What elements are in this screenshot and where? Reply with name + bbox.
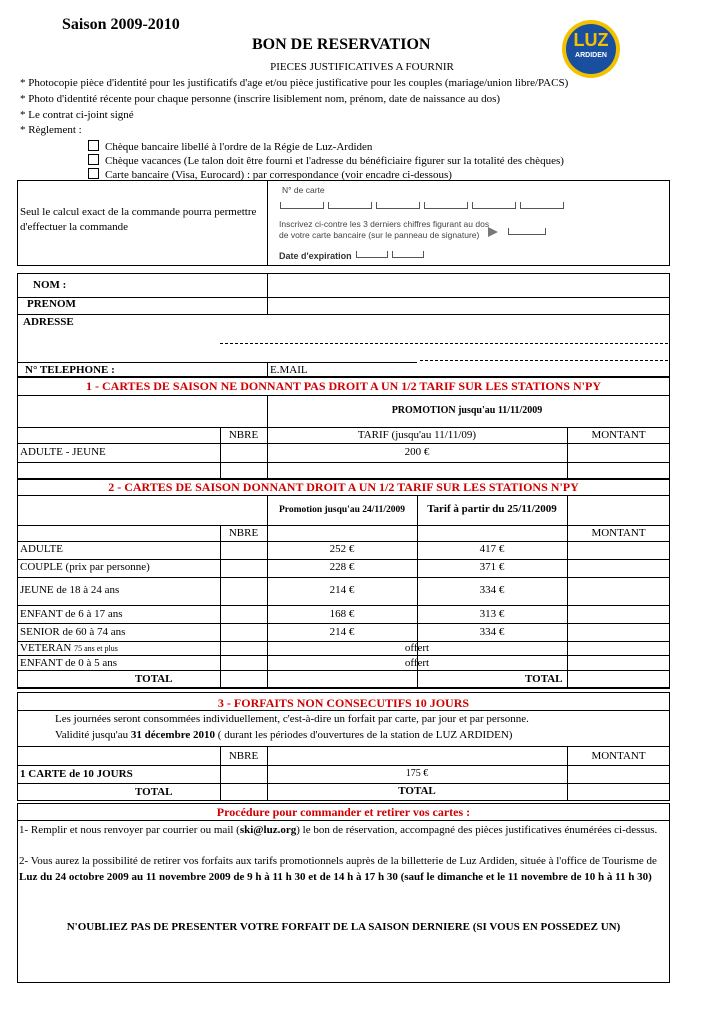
payment-option-cheque-vacances[interactable]: Chèque vacances (Le talon doit être fourni et l'adresse du bénéficiaire figurer sur la totalité des chèques) (88, 154, 564, 167)
section3-total-right: TOTAL (398, 785, 436, 797)
piece-item-4: * Règlement : (20, 124, 82, 136)
piece-item-2: * Photo d'identité récente pour chaque personne (inscrire lisiblement nom, prénom, date de naissance au dos) (20, 93, 501, 105)
section3-line2: Validité jusqu'au 31 décembre 2010 ( durant les périodes d'ouvertures de la station de LUZ ARDIDEN) (55, 729, 513, 741)
row-label: ADULTE (20, 543, 63, 555)
section1-montant-header: MONTANT (591, 429, 646, 441)
section2-tarif: Tarif à partir du 25/11/2009 (427, 503, 557, 515)
section2-row-enfant-0-5: ENFANT de 0 à 5 ans (20, 657, 118, 669)
season-label: Saison 2009-2010 (62, 16, 180, 33)
row-promo-price: 214 € (329, 584, 355, 596)
procedure-step-2: 2- Vous aurez la possibilité de retirer vos forfaits aux tarifs promotionnels auprès de la billetterie de Luz Ardiden, située à l'office de Tourisme de Luz du 24 octobre 2009 au 11 novembre 2009 de 9 h à 11 h 30 et de 14 h à 17 h 30 (sauf le dimanche et le 11 novembre de 10 h à 11 h 30) (19, 855, 657, 883)
row-label: SENIOR de 60 à 74 ans (20, 626, 126, 638)
pieces-heading: PIECES JUSTIFICATIVES A FOURNIR (270, 61, 454, 73)
row-promo-price: 168 € (329, 608, 355, 620)
row-tarif-price: 417 € (479, 543, 505, 555)
row-tarif-price: 371 € (479, 561, 505, 573)
section3-total-left: TOTAL (135, 786, 173, 798)
section3-nbre-field[interactable] (221, 766, 266, 782)
row-tarif-price: 313 € (479, 608, 505, 620)
checkbox[interactable] (88, 140, 99, 151)
section2-title: 2 - CARTES DE SAISON DONNANT DROIT A UN 1/2 TARIF SUR LES STATIONS N'PY (108, 480, 579, 494)
procedure-reminder: N'OUBLIEZ PAS DE PRESENTER VOTRE FORFAIT DE LA SAISON DERNIERE (SI VOUS EN POSSEDEZ UN) (66, 921, 621, 933)
prenom-field[interactable] (268, 298, 668, 313)
adresse-line[interactable] (420, 360, 668, 361)
row-label: COUPLE (prix par personne) (20, 561, 150, 573)
payment-option-carte-bancaire[interactable]: Carte bancaire (Visa, Eurocard) : par correspondance (voir encadre ci-dessous) (88, 168, 452, 181)
section1-title: 1 - CARTES DE SAISON NE DONNANT PAS DROIT A UN 1/2 TARIF SUR LES STATIONS N'PY (85, 379, 601, 393)
row-label-small: 75 ans et plus (74, 644, 118, 653)
piece-item-1: * Photocopie pièce d'identité pour les justificatifs d'age et/ou pièce justificative pour les couples (mariage/union libre/PACS) (20, 77, 569, 89)
row-promo-price: 252 € (329, 543, 355, 555)
procedure-step-1: 1- Remplir et nous renvoyer par courrier ou mail (ski@luz.org) le bon de réservation, accompagné des pièces justificatives énumérées ci-dessus. (19, 824, 658, 836)
row-tarif-price: 334 € (479, 584, 505, 596)
row-label: VETERAN (20, 642, 72, 654)
card-note: Seul le calcul exact de la commande pourra permettre d'effectuer la commande (20, 206, 257, 233)
checkbox[interactable] (88, 154, 99, 165)
nom-label: NOM : (33, 279, 67, 291)
section3-line1: Les journées seront consommées individuellement, c'est-à-dire un forfait par carte, par jour et par personne. (55, 713, 529, 725)
section3-title: 3 - FORFAITS NON CONSECUTIFS 10 JOURS (217, 696, 470, 710)
piece-item-3: * Le contrat ci-joint signé (20, 109, 134, 121)
section1-row-label: ADULTE - JEUNE (20, 446, 106, 458)
arrow-right-icon (488, 227, 498, 237)
section1-row-price: 200 € (404, 446, 430, 458)
section1-montant-field[interactable] (568, 444, 669, 461)
row-label: ENFANT de 6 à 17 ans (20, 608, 123, 620)
procedure-title: Procédure pour commander et retirer vos cartes : (216, 805, 471, 819)
telephone-label: N° TELEPHONE : (25, 364, 115, 376)
section2-nbre-header: NBRE (228, 527, 259, 539)
row-tarif-price: 334 € (479, 626, 505, 638)
card-number-field[interactable] (280, 200, 568, 212)
expiry-label: Date d'expiration (279, 251, 352, 261)
section3-montant-header: MONTANT (591, 750, 646, 762)
section2-veteran-price: offert (404, 642, 430, 654)
card-number-label: N° de carte (282, 185, 325, 195)
section2-row-veteran (20, 642, 118, 654)
section2-total-right: TOTAL (525, 673, 563, 685)
prenom-label: PRENOM (27, 298, 76, 310)
logo-text-ardiden: ARDIDEN (575, 52, 607, 59)
row-promo-price: 228 € (329, 561, 355, 573)
row-label: JEUNE de 18 à 24 ans (20, 584, 120, 596)
section2-enfant-0-5-price: offert (404, 657, 430, 669)
nom-field[interactable] (268, 274, 668, 296)
section3-row-price: 175 € (405, 768, 429, 779)
section3-row-label: 1 CARTE de 10 JOURS (20, 768, 133, 780)
adresse-line[interactable] (220, 343, 668, 344)
card-cvv-field[interactable] (508, 226, 546, 238)
section3-total-field[interactable] (568, 784, 669, 800)
checkbox[interactable] (88, 168, 99, 179)
section2-promo: Promotion jusqu'au 24/11/2009 (279, 505, 405, 515)
section1-promo: PROMOTION jusqu'au 11/11/2009 (391, 405, 543, 416)
email-label: E.MAIL (270, 364, 308, 376)
section1-nbre-field[interactable] (221, 444, 266, 461)
section3-nbre-header: NBRE (228, 750, 259, 762)
card-digits-label: Inscrivez ci-contre les 3 derniers chiffres figurant au dos de votre carte bancaire (sur le panneau de signature) (279, 219, 490, 240)
section1-tarif-header: TARIF (jusqu'au 11/11/09) (357, 429, 477, 441)
logo-text-luz: LUZ (573, 30, 609, 50)
adresse-label: ADRESSE (23, 316, 74, 328)
page-title: BON DE RESERVATION (252, 36, 431, 53)
section2-montant-header: MONTANT (591, 527, 646, 539)
expiry-field[interactable] (356, 249, 428, 261)
row-promo-price: 214 € (329, 626, 355, 638)
payment-option-cheque[interactable]: Chèque bancaire libellé à l'ordre de la Régie de Luz-Ardiden (88, 140, 372, 153)
section2-total-left: TOTAL (135, 673, 173, 685)
section1-nbre-header: NBRE (228, 429, 259, 441)
section2-total-field[interactable] (568, 671, 669, 686)
